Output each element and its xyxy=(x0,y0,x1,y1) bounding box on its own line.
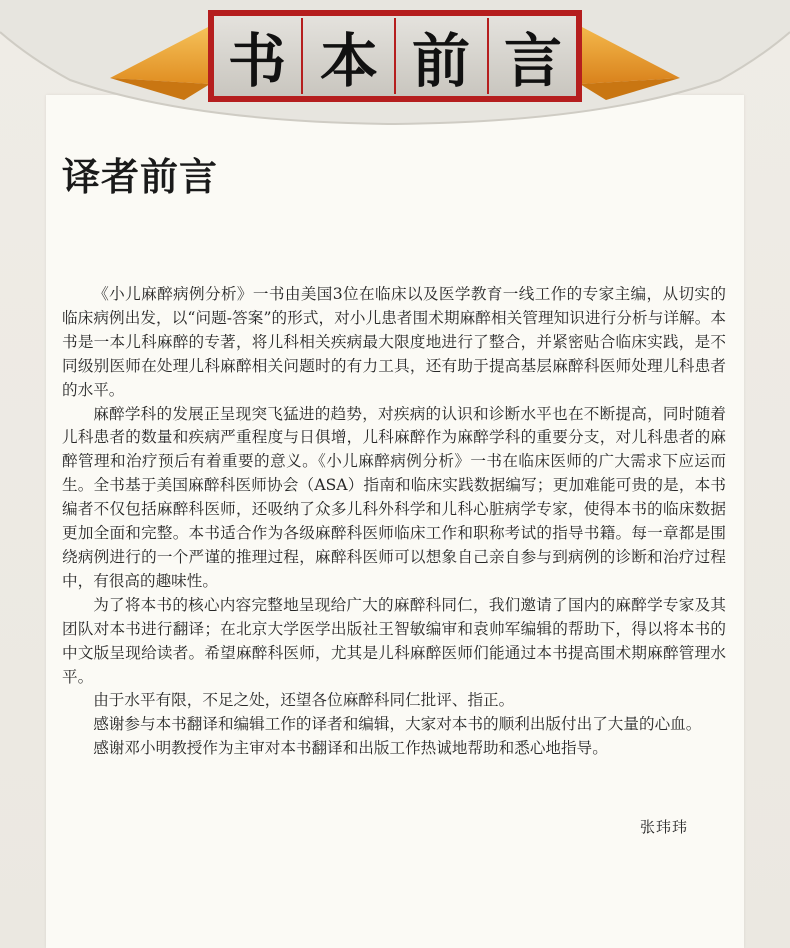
translator-signature: 张玮玮 xyxy=(640,818,689,836)
paragraph-5: 感谢参与本书翻译和编辑工作的译者和编辑，大家对本书的顺利出版付出了大量的心血。 xyxy=(93,715,702,734)
paragraph-6: 感谢邓小明教授作为主审对本书翻译和出版工作热诚地帮助和悉心地指导。 xyxy=(93,739,608,758)
paragraph-3: 为了将本书的核心内容完整地呈现给广大的麻醉科同仁，我们邀请了国内的麻醉学专家及其团队对本书进行翻译；在北京大学医学出版社王智敏编审和袁帅军编辑的帮助下，得以将本书的中文版呈现给读者。希望麻醉科医师，尤其是儿科麻醉医师们能通过本书提高围术期麻醉管理水平。 xyxy=(62,595,726,686)
banner-title-text: 书本前言 xyxy=(227,27,596,95)
banner-title xyxy=(208,14,596,98)
paragraph-4: 由于水平有限，不足之处，还望各位麻醉科同仁批评、指正。 xyxy=(93,691,515,710)
title-banner xyxy=(0,0,790,130)
preface-body xyxy=(62,283,726,761)
page-title: 译者前言 xyxy=(62,155,219,199)
paragraph-2: 麻醉学科的发展正呈现突飞猛进的趋势，对疾病的认识和诊断水平也在不断提高，同时随着儿科患者的数量和疾病严重程度与日俱增，儿科麻醉作为麻醉学科的重要分支，对儿科患者的麻醉管理和治疗预后有着重要的意义。《小儿麻醉病例分析》一书在临床医师的广大需求下应运而生。全书基于美国麻醉科医师协会（ASA）指南和临床实践数据编写；更加难能可贵的是，本书编者不仅包括麻醉科医师，还吸纳了众多儿科外科学和儿科心脏病学专家，使得本书的临床数据更加全面和完整。本书适合作为各级麻醉科医师临床工作和职称考试的指导书籍。每一章都是围绕病例进行的一个严谨的推理过程，麻醉科医师可以想象自己亲自参与到病例的诊断和治疗过程中，有很高的趣味性。 xyxy=(62,404,726,590)
paragraph-1: 《小儿麻醉病例分析》一书由美国3位在临床以及医学教育一线工作的专家主编，从切实的临床病例出发，以“问题-答案”的形式，对小儿患者围术期麻醉相关管理知识进行分析与详解。本书是一本儿科麻醉的专著，将儿科相关疾病最大限度地进行了整合，并紧密贴合临床实践，是不同级别医师在处理儿科麻醉相关问题时的有力工具，还有助于提高基层麻醉科医师处理儿科患者的水平。 xyxy=(62,285,726,399)
